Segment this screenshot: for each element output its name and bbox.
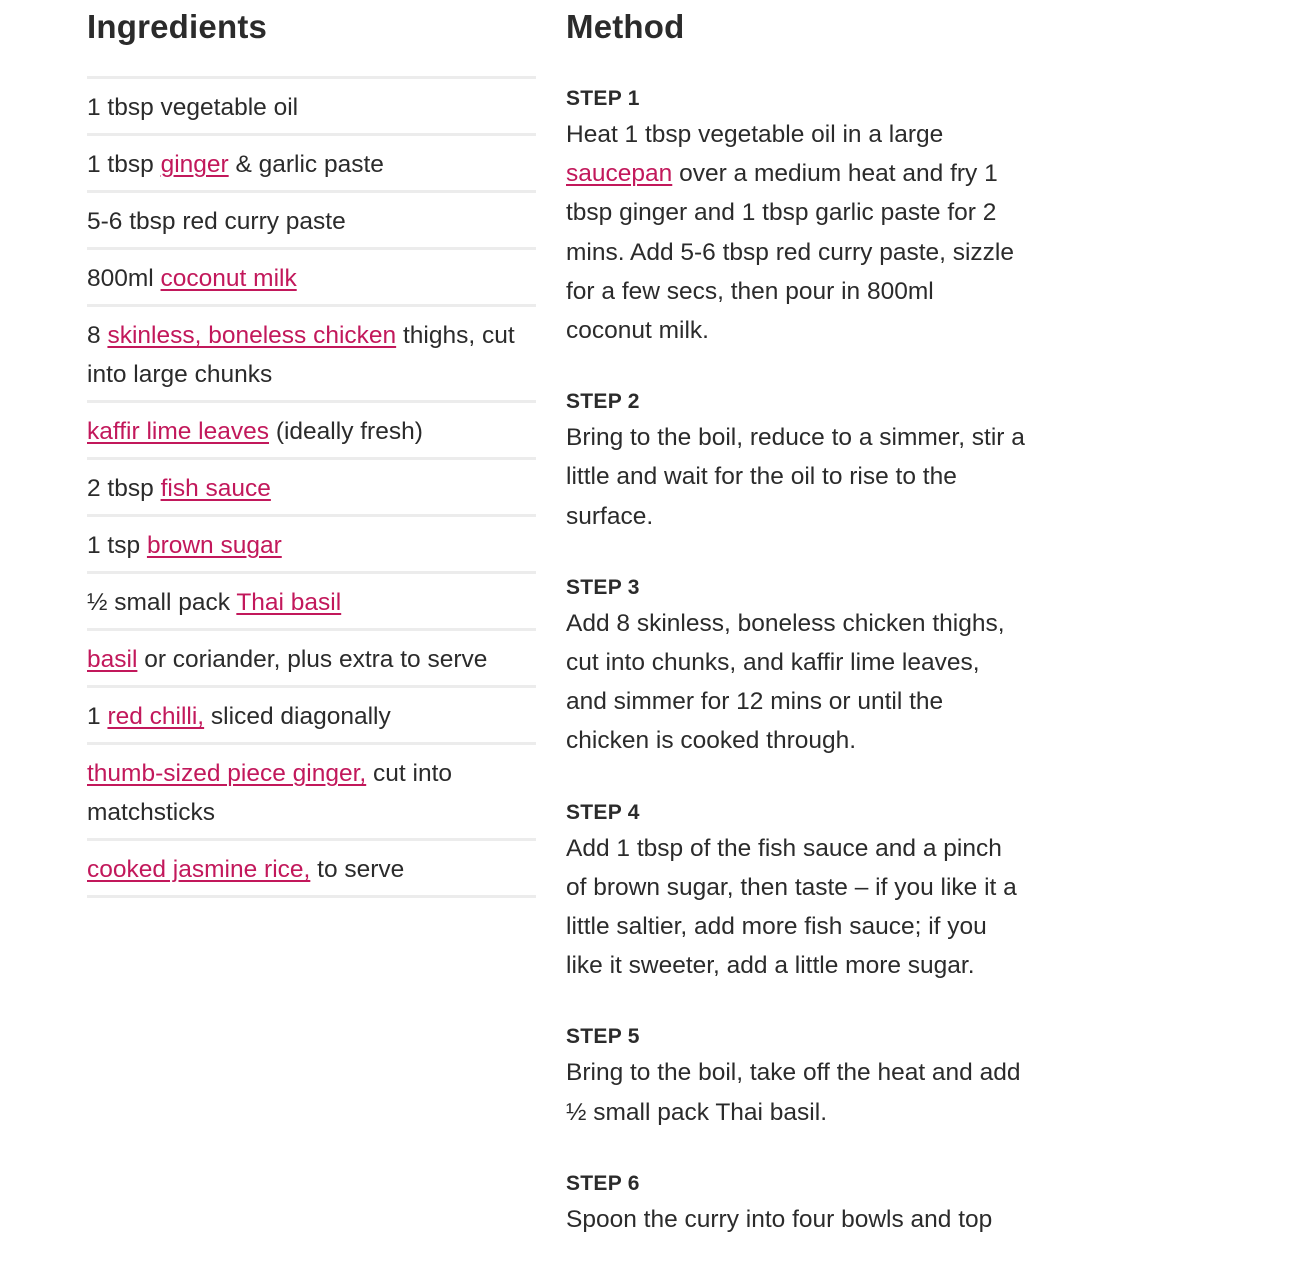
ingredient-item	[87, 460, 536, 517]
ingredient-text: 2 tbsp	[87, 475, 161, 502]
ingredients-heading: Ingredients	[87, 8, 268, 45]
ingredient-item	[87, 688, 536, 745]
step-text: Spoon the curry into four bowls and top	[566, 1205, 993, 1233]
ingredient-item	[87, 79, 536, 136]
ingredient-link-ginger-piece[interactable]: thumb-sized piece ginger,	[87, 760, 367, 787]
step-text: Add 1 tbsp of the fish sauce and a pinch of brown sugar, then taste – if you like it a little saltier, add more fish sauce; if you like it sweeter, add a little more sugar.	[566, 834, 1017, 980]
step-label: STEP 2	[566, 390, 640, 414]
step-label: STEP 1	[566, 87, 640, 110]
method-step	[566, 1022, 1026, 1131]
method-step	[566, 573, 1026, 761]
ingredient-link-brown-sugar[interactable]: brown sugar	[146, 532, 282, 559]
step-text-part: over a medium heat and fry 1 tbsp ginger and 1 tbsp garlic paste for 2 mins. Add 5-6 tbsp red curry paste, sizzle for a few secs, then pour in 800ml coconut milk.	[566, 160, 1014, 345]
ingredient-text: or coriander, plus extra to serve	[137, 646, 488, 673]
ingredient-link-red-chilli[interactable]: red chilli,	[107, 703, 205, 730]
method-step	[566, 1169, 1026, 1239]
step-label: STEP 6	[566, 1171, 640, 1195]
ingredient-link-coconut-milk[interactable]: coconut milk	[160, 265, 297, 292]
ingredient-text: (ideally fresh)	[269, 418, 423, 445]
ingredient-item	[87, 631, 536, 688]
method-steps	[566, 84, 1026, 1276]
ingredient-item	[87, 745, 536, 841]
ingredients-list	[87, 76, 536, 898]
step-label: STEP 3	[566, 575, 640, 599]
step-text: Add 8 skinless, boneless chicken thighs, cut into chunks, and kaffir lime leaves, and simmer for 12 mins or until the chicken is cooked through.	[566, 609, 1005, 755]
ingredient-text: thighs, cut into large chunks	[87, 322, 515, 388]
ingredient-text: 5-6 tbsp red curry paste	[87, 208, 346, 235]
method-step	[566, 84, 1026, 350]
step-text: Bring to the boil, reduce to a simmer, stir a little and wait for the oil to rise to the surface.	[566, 424, 1025, 530]
ingredient-text: & garlic paste	[228, 151, 384, 178]
ingredient-link-chicken[interactable]: skinless, boneless chicken	[107, 322, 397, 349]
ingredient-text: sliced diagonally	[204, 703, 391, 730]
ingredient-text: to serve	[310, 856, 405, 883]
ingredient-text: cut into matchsticks	[87, 760, 453, 826]
method-heading: Method	[566, 8, 685, 45]
step-label: STEP 5	[566, 1025, 640, 1049]
ingredient-link-ginger[interactable]: ginger	[160, 151, 229, 178]
method-step	[566, 798, 1026, 986]
ingredient-link-kaffir-lime-leaves[interactable]: kaffir lime leaves	[87, 418, 270, 445]
ingredient-item	[87, 574, 536, 631]
ingredient-link-thai-basil[interactable]: Thai basil	[236, 589, 342, 616]
ingredient-item	[87, 307, 536, 403]
ingredient-link-jasmine-rice[interactable]: cooked jasmine rice,	[87, 856, 311, 883]
ingredient-link-fish-sauce[interactable]: fish sauce	[160, 475, 271, 502]
step-text	[566, 115, 1026, 350]
ingredient-text: 1 tsp	[87, 532, 147, 559]
ingredient-text: ½ small pack	[87, 589, 237, 616]
ingredient-item	[87, 403, 536, 460]
ingredient-item	[87, 250, 536, 307]
ingredient-item	[87, 841, 536, 898]
ingredient-item	[87, 136, 536, 193]
ingredient-text: 1 tbsp	[87, 151, 161, 178]
ingredient-text: 1	[87, 703, 108, 730]
ingredient-text: 1 tbsp vegetable oil	[87, 94, 299, 121]
step-link-saucepan[interactable]: saucepan	[566, 160, 673, 188]
ingredient-text: 800ml	[87, 265, 161, 292]
step-text-part: Heat 1 tbsp vegetable oil in a large	[566, 121, 944, 148]
ingredient-link-basil[interactable]: basil	[87, 646, 138, 673]
ingredient-text: 8	[87, 322, 108, 349]
ingredient-item	[87, 517, 536, 574]
ingredient-item	[87, 193, 536, 250]
step-text: Bring to the boil, take off the heat and add ½ small pack Thai basil.	[566, 1059, 1021, 1126]
method-step	[566, 387, 1026, 536]
step-label: STEP 4	[566, 800, 640, 824]
